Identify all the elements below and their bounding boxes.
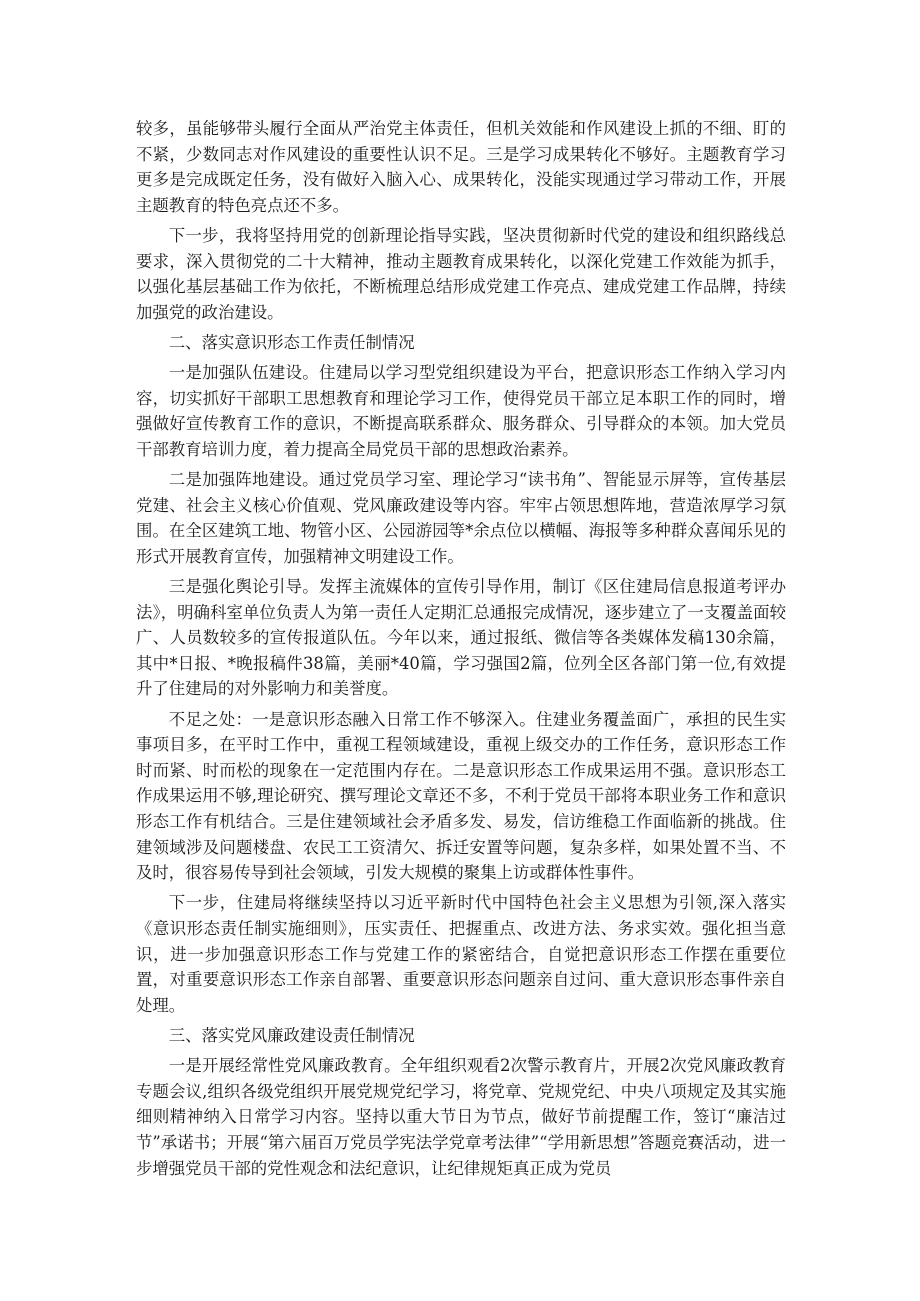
paragraph-continuation: 较多，虽能够带头履行全面从严治党主体责任，但机关效能和作风建设上抓的不细、盯的不紧，少数同志对作风建设的重要性认识不足。三是学习成果转化不够好。主题教育学习更多是完成既定任务，没有做好入脑入心、成果转化，没能实现通过学习带动工作，开展主题教育的特色亮点还不多。 bbox=[136, 119, 786, 215]
paragraph-next-step-ideology: 下一步，住建局将继续坚持以习近平新时代中国特色社会主义思想为引领,深入落实《意识形态责任制实施细则》，压实责任、把握重点、改进方法、务求实效。强化担当意识，进一步加强意识形态工作与党建工作的紧密结合，自觉把意识形态工作摆在重要位置，对重要意识形态工作亲自部署、重要意识形态问题亲自过问、重大意识形态事件亲自处理。 bbox=[136, 893, 786, 1015]
paragraph-team-building: 一是加强队伍建设。住建局以学习型党组织建设为平台，把意识形态工作纳入学习内容，切实抓好干部职工思想教育和理论学习工作，使得党员干部立足本职工作的同时，增强做好宣传教育工作的意识，不断提高联系群众、服务群众、引导群众的本领。加大党员干部教育培训力度，着力提高全局党员干部的思想政治素养。 bbox=[136, 363, 786, 459]
section-heading-ideology: 二、落实意识形态工作责任制情况 bbox=[168, 332, 415, 352]
paragraph-position-building: 二是加强阵地建设。通过党员学习室、理论学习“读书角”、智能显示屏等，宣传基层党建、社会主义核心价值观、党风廉政建设等内容。牢牢占领思想阵地，营造浓厚学习氛围。在全区建筑工地、物管小区、公园游园等*余点位以横幅、海报等多种群众喜闻乐见的形式开展教育宣传，加强精神文明建设工作。 bbox=[136, 470, 786, 566]
paragraph-shortcomings: 不足之处：一是意识形态融入日常工作不够深入。住建业务覆盖面广，承担的民生实事项目多，在平时工作中，重视工程领域建设，重视上级交办的工作任务，意识形态工作时而紧、时而松的现象在一定范围内存在。二是意识形态工作成果运用不强。意识形态工作成果运用不够,理论研究、撰写理论文章还不多，不利于党员干部将本职业务工作和意识形态工作有机结合。三是住建领域社会矛盾多发、易发，信访维稳工作面临新的挑战。住建领域涉及问题楼盘、农民工工资清欠、拆迁安置等问题，复杂多样，如果处置不当、不及时，很容易传导到社会领域，引发大规模的聚集上访或群体性事件。 bbox=[136, 709, 786, 883]
section-heading-integrity: 三、落实党风廉政建设责任制情况 bbox=[168, 1025, 415, 1045]
paragraph-next-step-party-building: 下一步，我将坚持用党的创新理论指导实践，坚决贯彻新时代党的建设和组织路线总要求，深入贯彻党的二十大精神，推动主题教育成果转化，以深化党建工作效能为抓手，以强化基层基础工作为依托，不断梳理总结形成党建工作亮点、建成党建工作品牌，持续加强党的政治建设。 bbox=[136, 225, 786, 322]
document-body bbox=[136, 116, 786, 1186]
paragraph-public-opinion: 三是强化舆论引导。发挥主流媒体的宣传引导作用，制订《区住建局信息报道考评办法》，明确科室单位负责人为第一责任人定期汇总通报完成情况，逐步建立了一支覆盖面较广、人员数较多的宣传报道队伍。今年以来，通过报纸、微信等各类媒体发稿130余篇，其中*日报、*晚报稿件38篇，美丽*40篇，学习强国2篇，位列全区各部门第一位,有效提升了住建局的对外影响力和美誉度。 bbox=[136, 577, 786, 699]
paragraph-integrity-education: 一是开展经常性党风廉政教育。全年组织观看2次警示教育片，开展2次党风廉政教育专题会议,组织各级党组织开展党规党纪学习，将党章、党规党纪、中央八项规定及其实施细则精神纳入日常学习内容。坚持以重大节日为节点，做好节前提醒工作，签订“廉洁过节”承诺书；开展“第六届百万党员学宪法学党章考法律”“学用新思想”答题竞赛活动，进一步增强党员干部的党性观念和法纪意识，让纪律规矩真正成为党员 bbox=[136, 1056, 786, 1178]
